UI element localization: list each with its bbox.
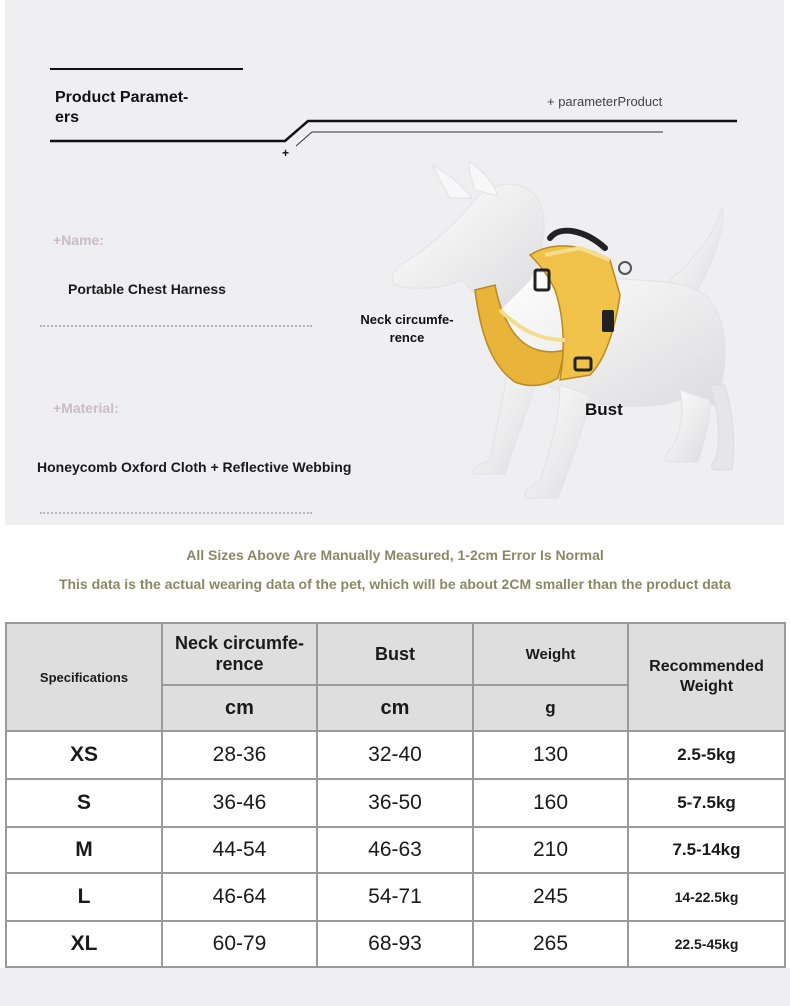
table-row [6, 779, 785, 827]
table-row [6, 873, 785, 921]
weight-cell: 210 [473, 827, 628, 873]
bust-cell: 36-50 [317, 779, 473, 827]
neck-circumference-callout [351, 311, 463, 347]
header-neck [162, 623, 317, 685]
name-value: Portable Chest Harness [68, 281, 226, 297]
recommended-cell: 22.5-45kg [628, 921, 785, 967]
header-weight: Weight [473, 623, 628, 685]
size-cell: L [6, 873, 162, 921]
neck-callout-line2: rence [389, 330, 425, 345]
title-underline-rules [5, 0, 784, 170]
table-row [6, 827, 785, 873]
bust-cell: 68-93 [317, 921, 473, 967]
recommended-cell: 14-22.5kg [628, 873, 785, 921]
weight-cell: 265 [473, 921, 628, 967]
recommended-cell: 7.5-14kg [628, 827, 785, 873]
weight-cell: 130 [473, 731, 628, 779]
neck-cell: 46-64 [162, 873, 317, 921]
header-neck-line2: rence [215, 654, 264, 674]
neck-callout-line1: Neck circumfe- [360, 312, 454, 327]
size-chart-table [5, 622, 786, 968]
neck-cell: 44-54 [162, 827, 317, 873]
bust-cell: 32-40 [317, 731, 473, 779]
size-cell: S [6, 779, 162, 827]
size-cell: XS [6, 731, 162, 779]
neck-cell: 28-36 [162, 731, 317, 779]
recommended-cell: 5-7.5kg [628, 779, 785, 827]
neck-cell: 60-79 [162, 921, 317, 967]
weight-cell: 160 [473, 779, 628, 827]
header-specifications: Specifications [6, 623, 162, 731]
material-value: Honeycomb Oxford Cloth + Reflective Webbing [37, 459, 352, 475]
header-recommended-line2: Weight [679, 678, 734, 695]
recommended-cell: 2.5-5kg [628, 731, 785, 779]
header-recommended-weight [628, 623, 785, 731]
unit-bust: cm [317, 685, 473, 731]
bust-cell: 54-71 [317, 873, 473, 921]
table-row [6, 731, 785, 779]
section-title-line1: Product Paramet- [55, 89, 189, 106]
measurement-note: All Sizes Above Are Manually Measured, 1-2cm Error Is Normal [186, 547, 604, 563]
header-bust: Bust [317, 623, 473, 685]
weight-cell: 245 [473, 873, 628, 921]
header-recommended-line1: Recommended [649, 658, 764, 675]
material-label: +Material: [53, 400, 119, 416]
name-label: +Name: [53, 232, 104, 248]
unit-weight: g [473, 685, 628, 731]
footer-strip [0, 968, 790, 1006]
bust-callout: Bust [585, 400, 623, 419]
material-divider [40, 512, 312, 514]
bust-cell: 46-63 [317, 827, 473, 873]
wearing-data-note: This data is the actual wearing data of the pet, which will be about 2CM smaller than the product data [58, 576, 732, 592]
section-title-line2: ers [55, 109, 80, 126]
plus-mark: + [282, 146, 290, 160]
size-cell: M [6, 827, 162, 873]
table-row [6, 921, 785, 967]
neck-cell: 36-46 [162, 779, 317, 827]
product-parameters-panel [5, 0, 784, 525]
parameter-product-label: + parameterProduct [547, 94, 663, 109]
size-cell: XL [6, 921, 162, 967]
header-neck-line1: Neck circumfe- [174, 633, 305, 653]
name-divider [40, 325, 312, 327]
unit-neck: cm [162, 685, 317, 731]
